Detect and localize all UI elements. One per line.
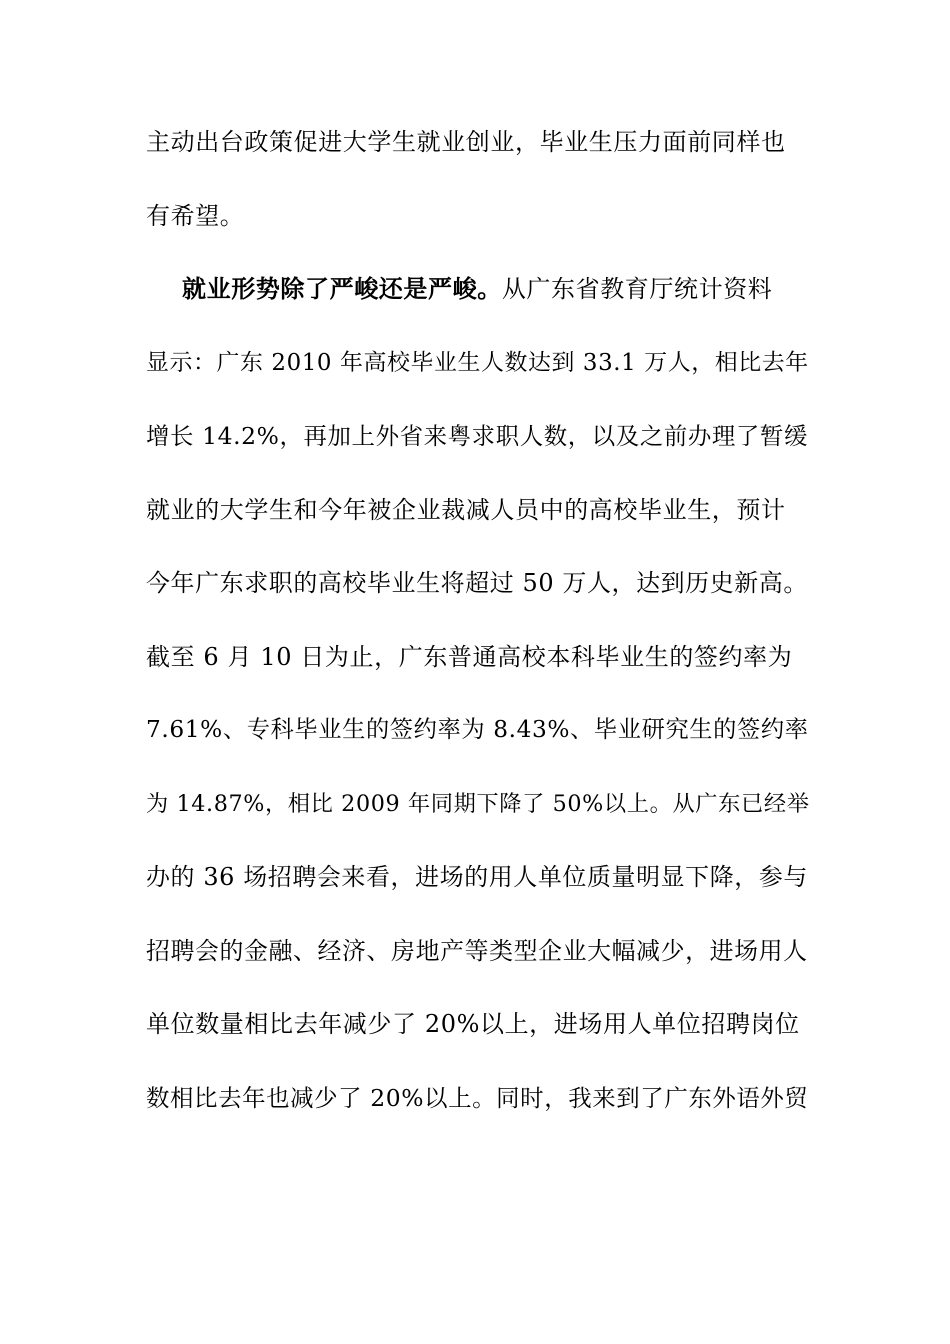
text-line-content: 办的 36 场招聘会来看，进场的用人单位质量明显下降，参与 [146,863,808,891]
text-line-content: 截至 6 月 10 日为止，广东普通高校本科毕业生的签约率为 [146,642,793,671]
text-line [146,196,808,270]
text-line-content: 显示：广东 2010 年高校毕业生人数达到 33.1 万人，相比去年 [146,349,809,376]
paragraph-start-line [146,269,844,343]
text-line-content: 单位数量相比去年减少了 20%以上，进场用人单位招聘岗位 [146,1010,800,1038]
text-line [146,490,808,564]
text-line-content: 7.61%、专科毕业生的签约率为 8.43%、毕业研究生的签约率 [146,716,809,743]
text-line-content: 从广东省教育厅统计资料 [501,275,773,303]
text-line [146,563,808,637]
text-line-content: 增长 14.2%，再加上外省来粤求职人数，以及之前办理了暂缓 [146,422,808,450]
text-line-content: 有希望。 [146,201,245,230]
text-line [146,637,808,711]
text-line [146,784,808,858]
text-line [146,1078,808,1152]
text-line [146,931,808,1005]
paragraph-heading: 就业形势除了严峻还是严峻。 [182,274,502,303]
text-line-content: 就业的大学生和今年被企业裁减人员中的高校毕业生，预计 [146,495,786,524]
text-line [146,857,808,931]
text-line-content: 数相比去年也减少了 20%以上。同时，我来到了广东外语外贸 [146,1083,809,1112]
text-line [146,343,808,417]
text-line-content: 主动出台政策促进大学生就业创业，毕业生压力面前同样也 [146,128,786,156]
text-line-content: 招聘会的金融、经济、房地产等类型企业大幅减少，进场用人 [146,936,808,965]
body-text [146,122,808,1151]
text-line-content: 今年广东求职的高校毕业生将超过 50 万人，达到历史新高。 [146,569,808,597]
text-line-content: 为 14.87%，相比 2009 年同期下降了 50%以上。从广东已经举 [146,790,810,817]
text-line [146,710,808,784]
text-line [146,1004,808,1078]
text-line [146,122,808,196]
text-line [146,416,808,490]
